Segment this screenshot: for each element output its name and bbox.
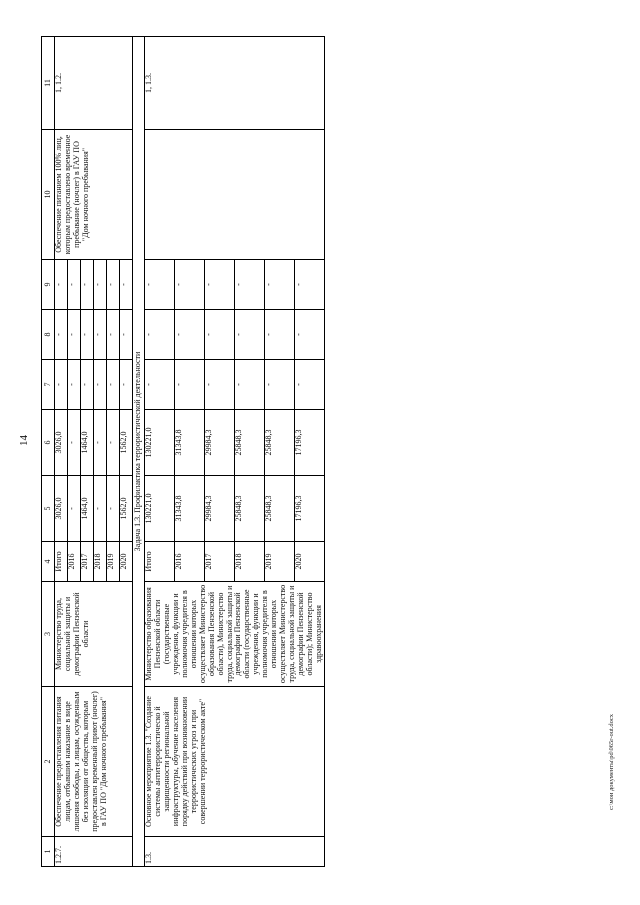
value-cell: 29984,3 [204, 410, 234, 476]
value-cell: - [81, 310, 94, 360]
year-cell: 2016 [68, 542, 81, 582]
value-cell: 3026,0 [55, 410, 68, 476]
value-cell: - [68, 260, 81, 310]
year-cell: 2020 [294, 542, 324, 582]
value-cell: 3026,0 [55, 476, 68, 542]
value-cell: - [144, 260, 174, 310]
value-cell: - [68, 476, 81, 542]
year-cell: Итого [144, 542, 174, 582]
value-cell: - [144, 360, 174, 410]
value-cell: - [294, 260, 324, 310]
value-cell: 1562,0 [120, 410, 133, 476]
table-row [55, 37, 68, 867]
value-cell: - [234, 360, 264, 410]
value-cell: - [234, 310, 264, 360]
value-cell: - [107, 310, 120, 360]
year-cell: 2019 [264, 542, 294, 582]
value-cell: - [94, 310, 107, 360]
column-number: 9 [42, 260, 55, 310]
value-cell: - [94, 360, 107, 410]
year-cell: 2018 [94, 542, 107, 582]
column-number: 7 [42, 360, 55, 410]
column-number: 6 [42, 410, 55, 476]
program-table-sheet [41, 37, 324, 867]
value-cell: - [264, 310, 294, 360]
value-cell: - [68, 310, 81, 360]
value-cell: - [204, 360, 234, 410]
year-cell: 2017 [81, 542, 94, 582]
value-cell: - [264, 360, 294, 410]
value-cell: 1562,0 [120, 476, 133, 542]
value-cell: 29984,3 [204, 476, 234, 542]
section-row [133, 37, 145, 867]
value-cell: - [107, 360, 120, 410]
executor: Министерство труда, социальной защиты и демографии Пензенской области [55, 582, 133, 687]
value-cell: - [204, 260, 234, 310]
value-cell: - [234, 260, 264, 310]
value-cell: 1464,0 [81, 410, 94, 476]
column-number: 3 [42, 582, 55, 687]
row-number: 1.2.7. [55, 837, 133, 867]
value-cell: 25848,3 [234, 410, 264, 476]
value-cell: - [294, 310, 324, 360]
year-cell: 2019 [107, 542, 120, 582]
value-cell: - [94, 476, 107, 542]
activity-name: Основное мероприятие 1.3. "Создание системы антитеррористическо й защищенности региональной инфраструктуры, обучение населения порядку действий при возникновении террористических угроз и при совершении террористическом акте" [144, 687, 324, 837]
column-number: 2 [42, 687, 55, 837]
activity-name: Обеспечение предоставления питания лицам, отбывшим наказание в виде лишения свободы, и лицам, осужденным без изоляции от общества, которым предоставлен временный приют (ночлег) в ГАУ ПО "Дом ночного пребывания" [55, 687, 133, 837]
year-cell: 2018 [234, 542, 264, 582]
program-activities-table [41, 36, 325, 867]
value-cell: - [55, 260, 68, 310]
value-cell: - [94, 260, 107, 310]
row-number: 1.3. [144, 837, 324, 867]
column-number: 11 [42, 37, 55, 130]
value-cell: 17196,3 [294, 476, 324, 542]
value-cell: - [204, 310, 234, 360]
value-cell: - [120, 260, 133, 310]
value-cell: 25848,3 [264, 410, 294, 476]
value-cell: - [107, 476, 120, 542]
value-cell: 130221,0 [144, 476, 174, 542]
value-cell: 1464,0 [81, 476, 94, 542]
column-number: 5 [42, 476, 55, 542]
value-cell: 25848,3 [264, 476, 294, 542]
table-row [144, 37, 174, 867]
expected-result [144, 130, 324, 260]
value-cell: - [107, 410, 120, 476]
value-cell: - [144, 310, 174, 360]
value-cell: 17196,3 [294, 410, 324, 476]
header-row [42, 37, 55, 867]
value-cell: - [68, 410, 81, 476]
year-cell: 2020 [120, 542, 133, 582]
value-cell: 31343,8 [174, 410, 204, 476]
value-cell: - [174, 310, 204, 360]
value-cell: - [120, 310, 133, 360]
indicator-ref: 1, 1.3. [144, 37, 324, 130]
value-cell: - [174, 360, 204, 410]
value-cell: - [68, 360, 81, 410]
executor: Министерство образования Пензенской области (государственные учреждения, функции и полномочия учредителя в отношении которых осуществляет Министерство образования Пензенской области), Министерство труда, социальной защиты и демографии Пензенской области (государственные учреждения, функции и полномочия учредителя в отношении которых осуществляет Министерство труда, социальной защиты и демографии Пензенской области); Министерство здравоохранения [144, 582, 324, 687]
value-cell: 25848,3 [234, 476, 264, 542]
year-cell: Итого [55, 542, 68, 582]
column-number: 10 [42, 130, 55, 260]
value-cell: - [264, 260, 294, 310]
indicator-ref: 1, 1.2. [55, 37, 133, 130]
value-cell: - [294, 360, 324, 410]
column-number: 8 [42, 310, 55, 360]
year-cell: 2017 [204, 542, 234, 582]
value-cell: 130221,0 [144, 410, 174, 476]
value-cell: - [55, 360, 68, 410]
footer-file-path: c:\мои документы\pd\065r-out.docx [608, 713, 615, 810]
expected-result: Обеспечение питанием 100% лиц, которым предоставлено временное пребывание (ночлег) в ГАУ ПО "Дом ночного пребывания" [55, 130, 133, 260]
value-cell: - [107, 260, 120, 310]
value-cell: - [174, 260, 204, 310]
value-cell: - [81, 360, 94, 410]
value-cell: - [120, 360, 133, 410]
task-title: Задача 1.3. Профилактика террористической деятельности [133, 37, 145, 867]
value-cell: - [55, 310, 68, 360]
year-cell: 2016 [174, 542, 204, 582]
column-number: 1 [42, 837, 55, 867]
value-cell: 31343,8 [174, 476, 204, 542]
column-number: 4 [42, 542, 55, 582]
page-number: 14 [18, 435, 30, 446]
value-cell: - [94, 410, 107, 476]
value-cell: - [81, 260, 94, 310]
